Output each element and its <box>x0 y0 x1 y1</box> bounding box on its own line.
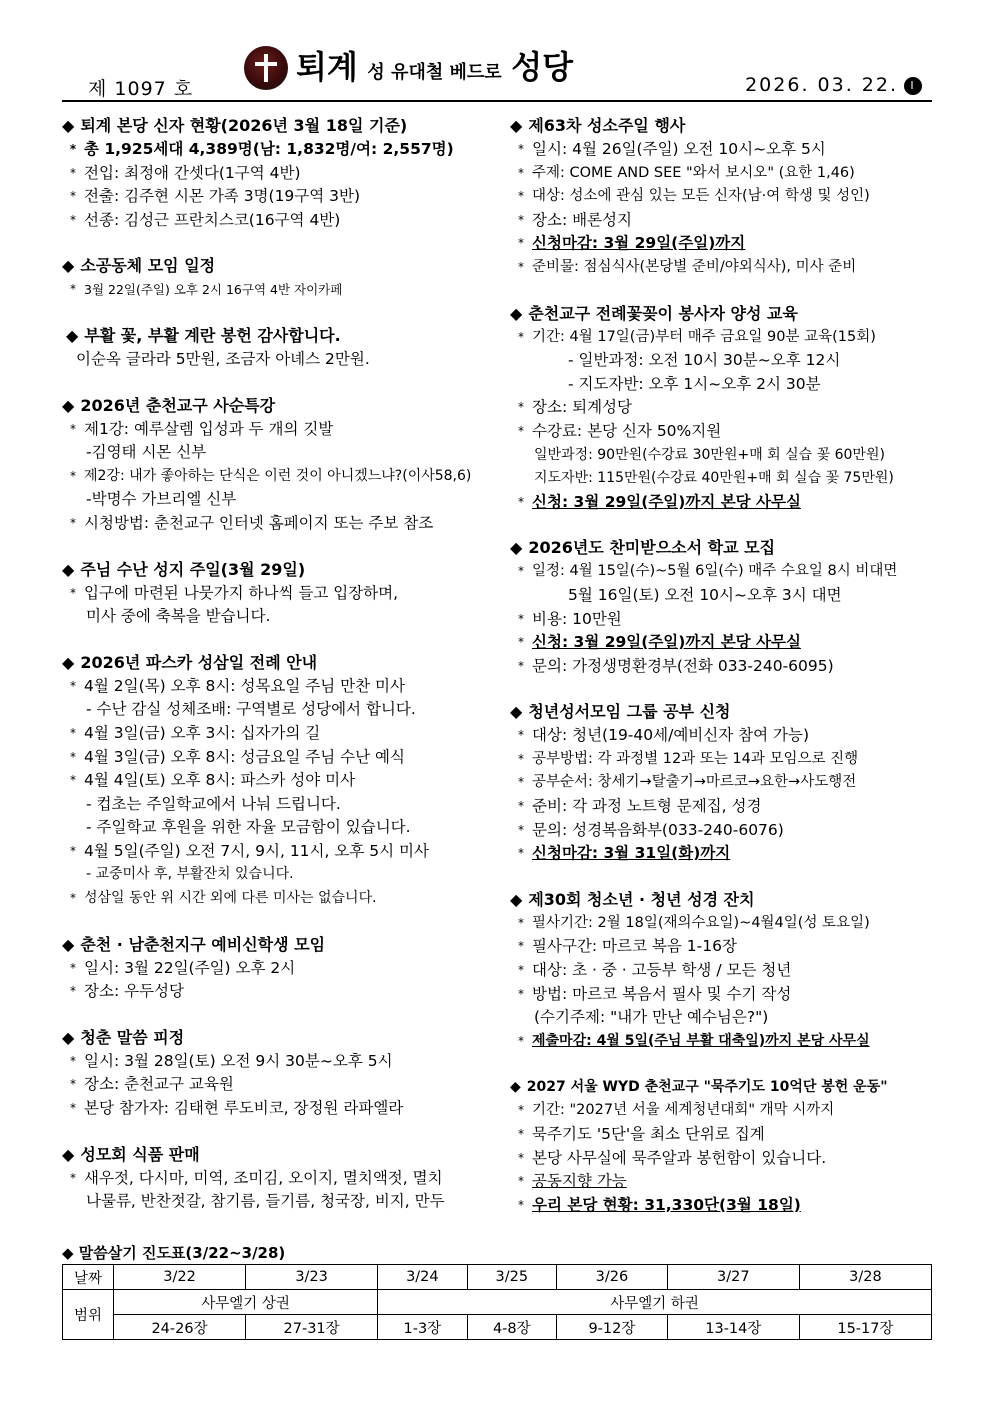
list-item: * 방법: 마르코 복음서 필사 및 수기 작성 <box>518 984 792 1003</box>
list-item: * 4월 3일(금) 오후 3시: 십자가의 길 <box>70 723 321 742</box>
table-row <box>63 1265 932 1290</box>
title-small: 성 유대철 베드로 <box>367 62 502 83</box>
list-item: * 제출마감: 4월 5일(주님 부활 대축일)까지 본당 사무실 <box>518 1032 870 1049</box>
table-cell: 3/24 <box>378 1265 467 1290</box>
diamond-icon: ◆ <box>62 116 75 135</box>
list-item: * 우리 본당 현황: 31,330단(3월 18일) <box>518 1195 801 1214</box>
diamond-icon: ◆ <box>510 538 523 558</box>
table-row <box>63 1290 932 1315</box>
list-item: * 새우젓, 다시마, 미역, 조미김, 오이지, 멸치액젓, 멸치 <box>70 1168 443 1187</box>
diamond-icon: ◆ <box>62 395 75 415</box>
title-big-2: 성당 <box>511 48 574 86</box>
list-item: * 장소: 우두성당 <box>70 982 184 1001</box>
table-cell: 사무엘기 상권 <box>114 1290 378 1315</box>
list-item: * 신청: 3월 29일(주일)까지 본당 사무실 <box>518 492 801 511</box>
list-item: * 4월 3일(금) 오후 8시: 성금요일 주님 수난 예식 <box>70 747 405 766</box>
list-item: * 일시: 4월 26일(주일) 오전 10시~오후 5시 <box>518 140 826 158</box>
list-item: * 대상: 청년(19-40세/예비신자 참여 가능) <box>518 726 810 745</box>
list-item: * 전입: 최정애 간셋다(1구역 4반) <box>70 163 301 182</box>
header-divider <box>62 100 932 102</box>
schedule-title: ◆ 말씀살기 진도표(3/22~3/28) <box>62 1244 286 1262</box>
date-header: 날짜 <box>63 1265 114 1290</box>
diamond-icon: ◆ <box>62 934 75 954</box>
table-cell: 24-26장 <box>114 1315 246 1340</box>
list-item: * 주제: COME AND SEE "와서 보시오" (요한 1,46) <box>518 164 855 181</box>
diamond-icon: ◆ <box>510 889 523 909</box>
date-marker: I <box>904 77 922 95</box>
church-logo-icon <box>244 46 288 90</box>
list-item: - 지도자반: 오후 1시~오후 2시 30분 <box>568 374 821 393</box>
list-item: 일반과정: 90만원(수강료 30만원+매 회 실습 꽃 60만원) <box>534 446 885 463</box>
list-item: 지도자반: 115만원(수강료 40만원+매 회 실습 꽃 75만원) <box>534 470 894 487</box>
title-big-1: 퇴계 <box>296 48 358 86</box>
list-item: * 문의: 가정생명환경부(전화 033-240-6095) <box>518 656 834 675</box>
section-laudato-si-school: ◆ 2026년도 찬미받으소서 학교 모집 * 일정: 4월 15일(수)~5월 6일(수) 매주 수요일 8시 비대면 5월 16일(토) 오전 10시~오후 3시 대면 * 비용: 10만원 * 신청: 3월 29일(주일)까지 본당 사무실 * 문의: 가정생명환경부(전화 033-240-6095) <box>510 536 940 678</box>
list-item: * 문의: 성경복음화부(033-240-6076) <box>518 820 784 839</box>
section-rosary-campaign: ◆ 2027 서울 WYD 춘천교구 "묵주기도 10억단 봉헌 운동" * 기간: "2027년 서울 세계청년대회" 개막 시까지 * 묵주기도 '5단'을 최소 단위로 집계 * 본당 사무실에 묵주알과 봉헌함이 있습니다. * 공동지향 가능 * 우리 본당 현황: 31,330단(3월 18일) <box>510 1075 940 1217</box>
list-item: * 준비물: 점심식사(본당별 준비/야외식사), 미사 준비 <box>518 258 857 275</box>
section-bible-festival: ◆ 제30회 청소년 · 청년 성경 잔치 * 필사기간: 2월 18일(재의수요일)~4월4일(성 토요일) * 필사구간: 마르코 복음 1-16장 * 대상: 초 · 중 · 고등부 학생 / 모든 청년 * 방법: 마르코 복음서 필사 및 수기 작성 (수기주제: "내가 만난 예수님은?") * 제출마감: 4월 5일(주님 부활 대축일)까지 본당 사무실 <box>510 888 940 1054</box>
list-item: * 전출: 김주현 시몬 가족 3명(19구역 3반) <box>70 187 361 206</box>
list-item: 이순옥 글라라 5만원, 조금자 아녜스 2만원. <box>76 349 370 368</box>
list-item: * 비용: 10만원 <box>518 609 622 628</box>
schedule-table <box>62 1264 932 1340</box>
section-triduum: ◆ 2026년 파스카 성삼일 전례 안내 * 4월 2일(목) 오후 8시: 성목요일 주님 만찬 미사 - 수난 감실 성체조배: 구역별로 성당에서 합니다. * 4월 3일(금) 오후 3시: 십자가의 길 * 4월 3일(금) 오후 8시: 성금요일 주님 수난 예식 * 4월 4일(토) 오후 8시: 파스카 성야 미사 - 컵초는 주일학교에서 나눠 드립니다. - 주일학교 후원을 위한 자율 모금함이 있습니다. * 4월 5일(주일) 오전 7시, 9시, 11시, 오후 5시 미사 - 교중미사 후, 부활잔치 있습니다. * 성삼일 동안 위 시간 외에 다른 미사는 없습니다. <box>62 651 502 911</box>
list-item: * 장소: 춘천교구 교육원 <box>70 1075 234 1094</box>
list-item: * 수강료: 본당 신자 50%지원 <box>518 421 722 440</box>
list-item: * 3월 22일(주일) 오후 2시 16구역 4반 자이카페 <box>70 282 343 298</box>
list-item: * 성삼일 동안 위 시간 외에 다른 미사는 없습니다. <box>70 890 377 907</box>
header <box>0 40 992 100</box>
list-item: * 장소: 퇴계성당 <box>518 398 632 417</box>
table-cell: 3/26 <box>557 1265 668 1290</box>
list-item: * 본당 참가자: 김태현 루도비코, 장정원 라파엘라 <box>70 1099 404 1118</box>
section-small-community: ◆ 소공동체 모임 일정 * 3월 22일(주일) 오후 2시 16구역 4반 자이카페 <box>62 254 502 302</box>
list-item: * 입구에 마련된 나뭇가지 하나씩 들고 입장하며, <box>70 583 399 602</box>
section-parish-status: ◆ 퇴계 본당 신자 현황(2026년 3월 18일 기준) * 총 1,925세대 4,389명(남: 1,832명/여: 2,557명) * 전입: 최정애 간셋다(1구역 4반) * 전출: 김주현 시몬 가족 3명(19구역 3반) * 선종: 김성근 프란치스코(16구역 4반) <box>62 114 502 232</box>
diamond-icon: ◆ <box>62 1144 75 1164</box>
list-item: * 일시: 3월 28일(토) 오전 9시 30분~오후 5시 <box>70 1051 393 1070</box>
list-item: * 공부순서: 창세기→탈출기→마르코→요한→사도행전 <box>518 774 857 791</box>
table-cell: 1-3장 <box>378 1315 467 1340</box>
table-cell: 사무엘기 하권 <box>378 1290 932 1315</box>
list-item: 미사 중에 축복을 받습니다. <box>86 607 271 626</box>
list-item: * 기간: "2027년 서울 세계청년대회" 개막 시까지 <box>518 1102 835 1119</box>
diamond-icon: ◆ <box>510 116 523 135</box>
list-item: * 신청마감: 3월 29일(주일)까지 <box>518 234 746 253</box>
section-flower-training: ◆ 춘천교구 전례꽃꽂이 봉사자 양성 교육 * 기간: 4월 17일(금)부터 매주 금요일 90분 교육(15회) - 일반과정: 오전 10시 30분~오후 12시 - 지도자반: 오후 1시~오후 2시 30분 * 장소: 퇴계성당 * 수강료: 본당 신자 50%지원 일반과정: 90만원(수강료 30만원+매 회 실습 꽃 60만원) 지도자반: 115만원(수강료 40만원+매 회 실습 꽃 75만원) * 신청: 3월 29일(주일)까지 본당 사무실 <box>510 302 940 515</box>
diamond-icon: ◆ <box>510 702 523 722</box>
list-item: * 본당 사무실에 묵주알과 봉헌함이 있습니다. <box>518 1148 827 1167</box>
diamond-icon: ◆ <box>62 1244 79 1262</box>
diamond-icon: ◆ <box>62 559 75 579</box>
list-item: * 총 1,925세대 4,389명(남: 1,832명/여: 2,557명) <box>62 138 502 162</box>
table-cell: 3/28 <box>799 1265 931 1290</box>
diamond-icon: ◆ <box>510 1079 521 1096</box>
diamond-icon: ◆ <box>66 325 79 345</box>
table-cell: 3/27 <box>667 1265 799 1290</box>
list-item: * 제2강: 내가 좋아하는 단식은 이런 것이 아니겠느냐?(이사58,6) <box>70 467 472 484</box>
diamond-icon: ◆ <box>62 256 75 276</box>
bulletin-title <box>296 42 573 88</box>
table-cell: 13-14장 <box>667 1315 799 1340</box>
table-cell: 3/23 <box>246 1265 378 1290</box>
list-item: * 묵주기도 '5단'을 최소 단위로 집계 <box>518 1125 765 1143</box>
list-item: * 필사기간: 2월 18일(재의수요일)~4월4일(성 토요일) <box>518 914 870 931</box>
list-item: * 4월 2일(목) 오후 8시: 성목요일 주님 만찬 미사 <box>70 676 405 695</box>
list-item: * 일시: 3월 22일(주일) 오후 2시 <box>70 958 296 977</box>
section-vocation-sunday: ◆ 제63차 성소주일 행사 * 일시: 4월 26일(주일) 오전 10시~오후 5시 * 주제: COME AND SEE "와서 보시오" (요한 1,46) * 대상: 성소에 관심 있는 모든 신자(남·여 학생 및 성인) * 장소: 배론성지 * 신청마감: 3월 29일(주일)까지 * 준비물: 점심식사(본당별 준비/야외식사), 미사 준비 <box>510 114 940 280</box>
list-item: 나물류, 반찬젓갈, 참기름, 들기름, 청국장, 비지, 만두 <box>86 1192 445 1211</box>
list-item: -박명수 가브리엘 신부 <box>86 490 237 509</box>
diamond-icon: ◆ <box>62 652 75 672</box>
section-seminarian-meeting: ◆ 춘천 · 남춘천지구 예비신학생 모임 * 일시: 3월 22일(주일) 오후 2시 * 장소: 우두성당 <box>62 933 502 1004</box>
list-item: * 신청: 3월 29일(주일)까지 본당 사무실 <box>518 633 801 652</box>
table-cell: 4-8장 <box>467 1315 556 1340</box>
left-column <box>62 114 502 1236</box>
list-item: * 선종: 김성근 프란치스코(16구역 4반) <box>70 210 341 229</box>
list-item: * 시청방법: 춘천교구 인터넷 홈페이지 또는 주보 참조 <box>70 513 434 532</box>
table-cell: 15-17장 <box>799 1315 931 1340</box>
list-item: * 대상: 초 · 중 · 고등부 학생 / 모든 청년 <box>518 961 792 980</box>
list-item: * 공동지향 가능 <box>518 1172 627 1191</box>
section-palm-sunday: ◆ 주님 수난 성지 주일(3월 29일) * 입구에 마련된 나뭇가지 하나씩 들고 입장하며, 미사 중에 축복을 받습니다. <box>62 558 502 629</box>
list-item: -김영태 시몬 신부 <box>86 443 207 462</box>
list-item: * 준비: 각 과정 노트형 문제집, 성경 <box>518 797 762 816</box>
diamond-icon: ◆ <box>62 1027 75 1047</box>
section-easter-thanks: ◆ 부활 꽃, 부활 계란 봉헌 감사합니다. 이순옥 글라라 5만원, 조금자 아녜스 2만원. <box>62 324 502 372</box>
list-item: * 제1강: 예루살렘 입성과 두 개의 깃발 <box>70 419 334 438</box>
list-item: * 신청마감: 3월 31일(화)까지 <box>518 844 731 863</box>
list-item: * 기간: 4월 17일(금)부터 매주 금요일 90분 교육(15회) <box>518 328 876 345</box>
section-youth-retreat: ◆ 청춘 말씀 피정 * 일시: 3월 28일(토) 오전 9시 30분~오후 5시 * 장소: 춘천교구 교육원 * 본당 참가자: 김태현 루도비코, 장정원 라파엘라 <box>62 1026 502 1121</box>
list-item: 5월 16일(토) 오전 10시~오후 3시 대면 <box>568 585 842 604</box>
list-item: - 컵초는 주일학교에서 나눠 드립니다. <box>86 794 341 813</box>
right-column <box>510 114 940 1239</box>
list-item: - 주일학교 후원을 위한 자율 모금함이 있습니다. <box>86 818 411 837</box>
table-cell: 27-31장 <box>246 1315 378 1340</box>
diamond-icon: ◆ <box>510 303 523 323</box>
list-item: * 장소: 배론성지 <box>518 210 632 229</box>
list-item: * 일정: 4월 15일(수)~5월 6일(수) 매주 수요일 8시 비대면 <box>518 563 898 580</box>
table-cell: 3/25 <box>467 1265 556 1290</box>
list-item: - 수난 감실 성체조배: 구역별로 성당에서 합니다. <box>86 700 416 719</box>
table-row <box>63 1315 932 1340</box>
section-food-sale: ◆ 성모회 식품 판매 * 새우젓, 다시마, 미역, 조미김, 오이지, 멸치액젓, 멸치 나물류, 반찬젓갈, 참기름, 들기름, 청국장, 비지, 만두 <box>62 1143 502 1214</box>
list-item: - 교중미사 후, 부활잔치 있습니다. <box>86 866 294 883</box>
list-item: * 대상: 성소에 관심 있는 모든 신자(남·여 학생 및 성인) <box>518 188 870 205</box>
list-item: (수기주제: "내가 만난 예수님은?") <box>534 1008 769 1027</box>
table-cell: 9-12장 <box>557 1315 668 1340</box>
list-item: * 공부방법: 각 과정별 12과 또는 14과 모임으로 진행 <box>518 750 859 767</box>
issue-number: 제 1097 호 <box>88 78 194 100</box>
section-youth-bible-group: ◆ 청년성서모임 그룹 공부 신청 * 대상: 청년(19-40세/예비신자 참여 가능) * 공부방법: 각 과정별 12과 또는 14과 모임으로 진행 * 공부순서: 창세기→탈출기→마르코→요한→사도행전 * 준비: 각 과정 노트형 문제집, 성경 * 문의: 성경복음화부(033-240-6076) * 신청마감: 3월 31일(화)까지 <box>510 700 940 866</box>
list-item: * 필사구간: 마르코 복음 1-16장 <box>518 937 737 956</box>
star-icon: * <box>69 142 77 156</box>
list-item: - 일반과정: 오전 10시 30분~오후 12시 <box>568 351 841 370</box>
table-cell: 3/22 <box>114 1265 246 1290</box>
bulletin-date: 2026. 03. 22. I <box>745 74 922 96</box>
range-header: 범위 <box>63 1290 114 1340</box>
section-lent-lecture: ◆ 2026년 춘천교구 사순특강 * 제1강: 예루살렘 입성과 두 개의 깃발 -김영태 시몬 신부 * 제2강: 내가 좋아하는 단식은 이런 것이 아니겠느냐?(이사58,6) -박명수 가브리엘 신부 * 시청방법: 춘천교구 인터넷 홈페이지 또는 주보 참조 <box>62 394 502 536</box>
list-item: * 4월 5일(주일) 오전 7시, 9시, 11시, 오후 5시 미사 <box>70 841 429 860</box>
list-item: * 4월 4일(토) 오후 8시: 파스카 성야 미사 <box>70 771 356 790</box>
